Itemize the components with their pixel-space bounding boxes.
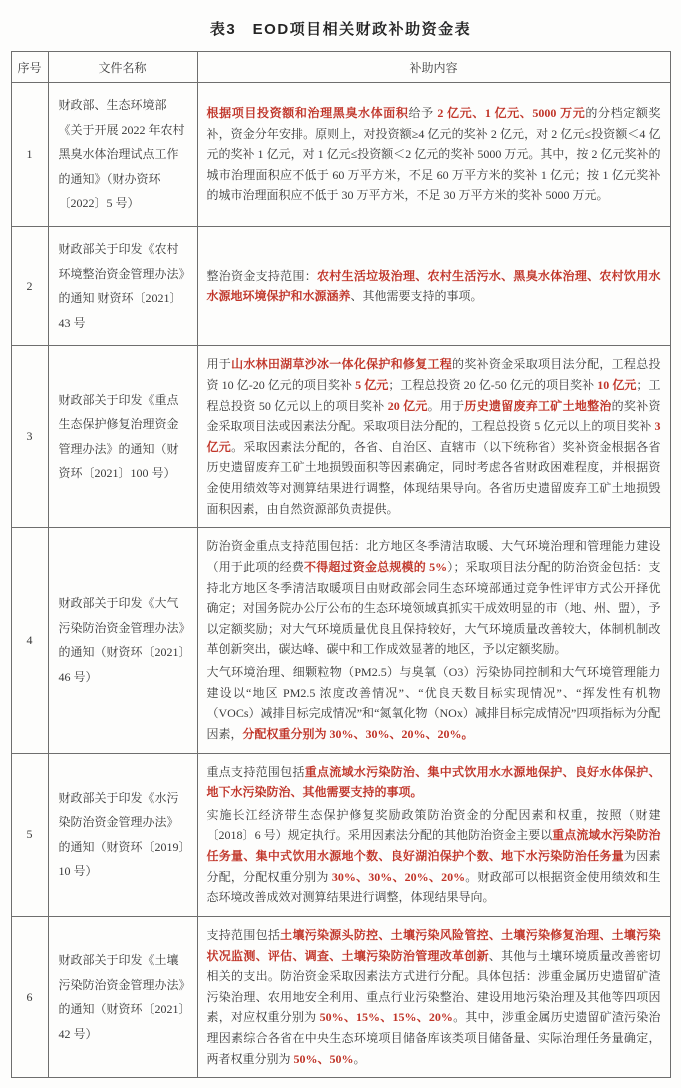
body-text: 。财政部可以根据资金使用绩效和生态环境改善成效对测算结果进行调整，体现结果导向。	[206, 869, 661, 905]
body-text: 实施长江经济带生态保护修复奖励政策防治资金的分配因素和权重，按照（财建〔2018〕6 号）规定执行。采用因素法分配的其他防治资金主要以	[206, 807, 661, 843]
content-paragraph	[207, 266, 661, 307]
subsidy-content-cell	[197, 916, 670, 1077]
body-text: 的奖补资金采取项目法或因素法分配。采取项目法分配的，工程总投资 5 亿元以上的项目奖补	[206, 398, 661, 434]
body-text: ；工程总投资 20 亿-50 亿元的项目奖补	[388, 377, 598, 392]
highlighted-text: 30%、30%、20%、20%	[331, 869, 466, 884]
column-header-document: 文件名称	[48, 52, 197, 83]
content-paragraph	[207, 662, 661, 745]
page-title: 表3 EOD项目相关财政补助资金表	[209, 21, 472, 38]
body-text: 给予	[408, 105, 438, 120]
document-name-cell: 财政部关于印发《重点生态保护修复治理资金管理办法》的通知（财资环〔2021〕100 号）	[48, 346, 197, 528]
highlighted-text: 50%、50%	[293, 1051, 354, 1066]
highlighted-text: 农村生活垃圾治理、农村生活污水、黑臭水体治理、农村饮用水水源地环境保护和水源涵养	[206, 268, 661, 304]
document-name-cell: 财政部关于印发《土壤污染防治资金管理办法》的通知（财资环〔2021〕42 号）	[48, 916, 197, 1077]
content-paragraph	[207, 354, 661, 519]
document-name-cell: 财政部关于印发《农村环境整治资金管理办法》的通知 财资环〔2021〕43 号	[48, 226, 197, 345]
body-text: 、其他与土壤环境质量改善密切相关的支出。防治资金采取因素法方式进行分配。具体包括：涉重金属历史遗留矿渣污染治理、农用地安全利用、重点行业污染整治、建设用地污染治理及其他等四项因素，对应权重分别为	[206, 948, 661, 1025]
body-text: 重点支持范围包括	[206, 764, 305, 779]
highlighted-text: 50%、15%、15%、20%	[319, 1010, 453, 1025]
table-row	[11, 528, 670, 753]
table-row	[11, 753, 670, 916]
row-number-cell: 5	[11, 753, 48, 916]
highlighted-text: 5 亿元	[355, 377, 389, 392]
body-text: 。用于	[427, 398, 465, 413]
body-text: 大气环境治理、细颗粒物（PM2.5）与臭氧（O3）污染协同控制和大气环境管理能力建设以“地区 PM2.5 浓度改善情况”、“优良天数目标实现情况”、“挥发性有机物（VOCs）减排目标完成情况”和“氮氧化物（NOx）减排目标完成情况”四项指标为分配因素，	[206, 665, 661, 741]
highlighted-text: 3 亿元	[206, 419, 661, 454]
body-text: 。其中，涉重金属历史遗留矿渣污染治理因素综合各省在中央生态环境项目储备库该类项目储备量、实际治理任务量确定，两者权重分别为	[206, 1010, 661, 1066]
body-text: 。采取因素法分配的，各省、自治区、直辖市（以下统称省）奖补资金根据各省历史遗留废弃工矿土地损毁面积等因素确定，同时考虑各省财政困难程度，并根据资金使用绩效等对测算结果进行调整，体现结果导向。各省历史遗留废弃工矿土地损毁面积因素，由自然资源部负责提供。	[206, 439, 661, 516]
highlighted-text: 重点流域水污染防治、集中式饮用水水源地保护、良好水体保护、地下水污染防治、其他需要支持的事项。	[206, 764, 661, 800]
content-paragraph	[207, 103, 661, 206]
row-number-cell: 2	[11, 226, 48, 345]
subsidy-table	[11, 51, 671, 1078]
body-text: ；工程总投资 50 亿元以上的项目奖补	[206, 377, 661, 413]
body-text: ）；采取项目法分配的防治资金包括：支持北方地区冬季清洁取暖项目由财政部会同生态环境部通过竞争性评审方式公开择优确定；对国务院办公厅公布的生态环境领域真抓实干成效明显的市（地、州、盟），予以定额奖励；对大气环境质量优良且保持较好，大气环境质量改善较大，体制机制改革创新突出，碳达峰、碳中和工作成效显著的地区，予以定额奖励。	[206, 559, 661, 657]
highlighted-text: 不得超过资金总规模的 5%	[304, 559, 448, 574]
highlighted-text: 历史遗留废弃工矿土地整治	[464, 398, 612, 413]
highlighted-text: 根据项目投资额和治理黑臭水体面积	[206, 105, 409, 120]
table-row	[11, 346, 670, 528]
subsidy-content-cell	[197, 83, 670, 227]
body-text: 为因素分配，分配权重分别为	[206, 849, 661, 884]
table-row	[11, 916, 670, 1077]
content-paragraph	[207, 925, 661, 1069]
row-number-cell: 4	[11, 528, 48, 753]
highlighted-text: 山水林田湖草沙冰一体化保护和修复工程	[231, 357, 453, 372]
document-name-cell: 财政部关于印发《水污染防治资金管理办法》的通知（财资环〔2019〕10 号）	[48, 753, 197, 916]
body-text: 。	[353, 1051, 366, 1066]
table-header-row	[11, 52, 670, 83]
table-body	[11, 83, 670, 1078]
row-number-cell: 6	[11, 916, 48, 1077]
content-paragraph	[207, 762, 661, 803]
content-paragraph	[207, 536, 661, 660]
row-number-cell: 1	[11, 83, 48, 227]
document-name-cell: 财政部关于印发《大气污染防治资金管理办法》的通知（财资环〔2021〕46 号）	[48, 528, 197, 753]
body-text: 防治资金重点支持范围包括：北方地区冬季清洁取暖、大气环境治理和管理能力建设（用于此项的经费	[206, 539, 661, 574]
highlighted-text: 重点流域水污染防治任务量、集中式饮用水源地个数、良好湖泊保护个数、地下水污染防治任务量	[206, 828, 661, 864]
subsidy-content-cell	[197, 226, 670, 345]
subsidy-content-cell	[197, 346, 670, 528]
subsidy-content-cell	[197, 753, 670, 916]
highlighted-text: 分配权重分别为 30%、30%、20%、20%。	[242, 726, 474, 741]
column-header-content: 补助内容	[197, 52, 670, 83]
table-row	[11, 83, 670, 227]
table-row	[11, 226, 670, 345]
column-header-number: 序号	[11, 52, 48, 83]
body-text: 支持范围包括	[206, 927, 281, 942]
highlighted-text: 10 亿元	[597, 377, 637, 392]
body-text: 的分档定额奖补，资金分年安排。原则上，对投资额≥4 亿元的奖补 2 亿元，对 2 亿元≤投资额＜4 亿元的奖补 1 亿元，对 1 亿元≤投资额＜2 亿元的奖补 5000 万元。其中，按 2 亿元奖补的城市治理面积应不低于 60 万平方米，不足 60 万平方米的奖补 1 亿元；按 1 亿元奖补的城市治理面积应不低于 30 万平方米，不足 30 万平方米的奖补 5000 万元。	[206, 105, 661, 203]
body-text: 、其他需要支持的事项。	[350, 289, 483, 304]
document-name-cell: 财政部、生态环境部《关于开展 2022 年农村黑臭水体治理试点工作的通知》（财办资环〔2022〕5 号）	[48, 83, 197, 227]
body-text: 用于	[206, 357, 232, 372]
body-text: 整治资金支持范围：	[206, 268, 317, 283]
highlighted-text: 20 亿元	[387, 398, 428, 413]
content-paragraph	[207, 805, 661, 908]
highlighted-text: 土壤污染源头防控、土壤污染风险管控、土壤污染修复治理、土壤污染状况监测、评估、调查、土壤污染防治管理改革创新	[206, 927, 661, 963]
row-number-cell: 3	[11, 346, 48, 528]
highlighted-text: 2 亿元、1 亿元、5000 万元	[437, 105, 586, 120]
body-text: 的奖补资金采取项目法分配，工程总投资 10 亿-20 亿元的项目奖补	[206, 357, 661, 392]
subsidy-content-cell	[197, 528, 670, 753]
